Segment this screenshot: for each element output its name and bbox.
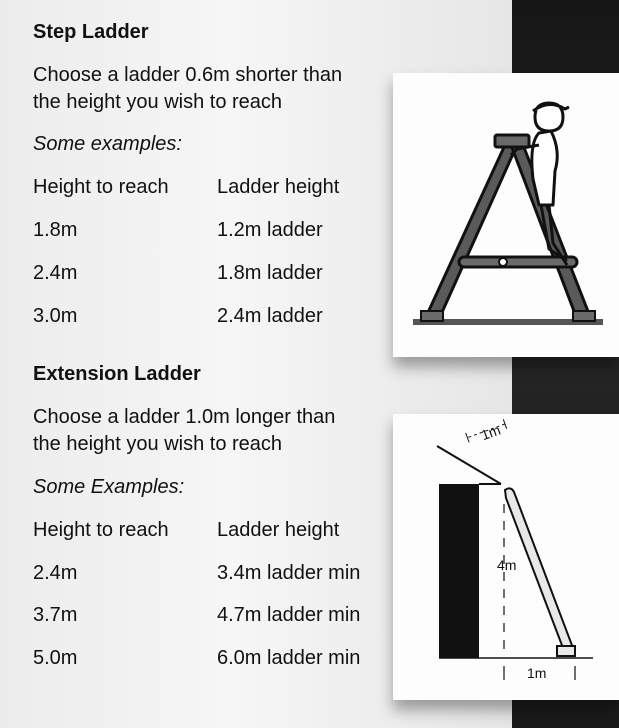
step-col-header-height: Height to reach [33, 176, 169, 198]
top-extension-dimension [466, 419, 509, 448]
extension-col-header-ladder: Ladder height [217, 519, 340, 541]
extension-ladder-diagram [393, 414, 619, 700]
step-ladder-desc-line2: the height you wish to reach [33, 91, 283, 113]
spreader-hinge [499, 258, 507, 266]
extension-row-height: 2.4m [33, 562, 78, 584]
ladder-foot-left [421, 311, 443, 321]
ladder-spreader-bar [459, 257, 577, 267]
step-examples-label: Some examples: [33, 133, 182, 155]
extension-row-height: 5.0m [33, 647, 78, 669]
ladder-front-leg [425, 145, 517, 319]
extension-examples-label: Some Examples: [33, 476, 185, 498]
step-ladder-illustration [393, 73, 619, 357]
step-row-ladder: 1.8m ladder [217, 262, 323, 284]
step-ladder-desc-line1: Choose a ladder 0.6m shorter than [33, 64, 343, 86]
step-col-header-ladder: Ladder height [217, 176, 340, 198]
top-extension-label: 1m [478, 421, 503, 444]
step-ladder-figure [393, 73, 619, 357]
extension-desc-line2: the height you wish to reach [33, 433, 283, 455]
extension-row-ladder: 3.4m ladder min [217, 562, 361, 584]
step-row-height: 2.4m [33, 262, 78, 284]
step-ladder-heading: Step Ladder [33, 21, 149, 43]
ladder-foot [557, 646, 575, 656]
extension-row-height: 3.7m [33, 604, 78, 626]
ladder-foot-right [573, 311, 595, 321]
ladder-top-cap [495, 135, 529, 147]
step-row-ladder: 1.2m ladder [217, 219, 323, 241]
height-label: 4m [497, 557, 517, 573]
extension-ladder-heading: Extension Ladder [33, 363, 201, 385]
base-offset-label: 1m [527, 665, 547, 681]
step-row-height: 3.0m [33, 305, 78, 327]
step-row-ladder: 2.4m ladder [217, 305, 323, 327]
extension-desc-line1: Choose a ladder 1.0m longer than [33, 406, 336, 428]
extension-col-header-height: Height to reach [33, 519, 169, 541]
wall [439, 484, 479, 658]
extension-row-ladder: 4.7m ladder min [217, 604, 361, 626]
person-torso [532, 131, 557, 205]
step-row-height: 1.8m [33, 219, 78, 241]
extension-row-ladder: 6.0m ladder min [217, 647, 361, 669]
extension-ladder-figure [393, 414, 619, 700]
roof-line [437, 446, 501, 484]
